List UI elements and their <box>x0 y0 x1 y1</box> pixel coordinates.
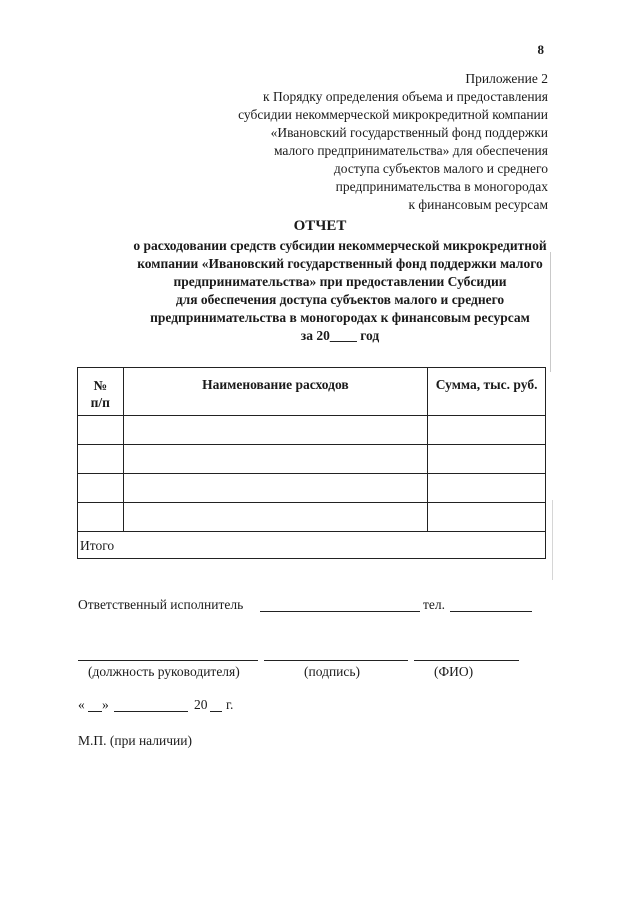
total-row <box>78 532 546 559</box>
cell-sum[interactable] <box>428 416 546 445</box>
subtitle-line: предпринимательства в моногородах к финансовым ресурсам <box>150 310 530 325</box>
appendix-line: к Порядку определения объема и предоставления <box>263 89 548 104</box>
table-row <box>78 474 546 503</box>
fio-caption: (ФИО) <box>434 664 474 679</box>
date-open-quote: « <box>78 697 85 712</box>
signature-field[interactable] <box>264 660 408 661</box>
header-number <box>78 368 124 416</box>
table-row <box>78 445 546 474</box>
date-year-prefix: 20 <box>194 697 208 712</box>
expenses-table <box>77 367 546 559</box>
cell-sum[interactable] <box>428 445 546 474</box>
subtitle-line: за 20____ год <box>300 328 380 343</box>
responsible-name-field[interactable] <box>260 611 420 612</box>
date-day-field[interactable] <box>88 711 102 712</box>
signature-caption: (подпись) <box>304 664 361 679</box>
subtitle-line: компании «Ивановский государственный фонд поддержки малого <box>137 256 543 271</box>
header-number-symbol: № <box>93 378 108 393</box>
cell-expense-name[interactable] <box>123 445 428 474</box>
table-row <box>78 416 546 445</box>
appendix-line: к финансовым ресурсам <box>408 197 548 212</box>
appendix-line: доступа субъектов малого и среднего <box>333 161 548 176</box>
appendix-line: малого предпринимательства» для обеспечения <box>273 143 548 158</box>
header-number-abbrev: п/п <box>90 395 110 410</box>
fio-field[interactable] <box>414 660 519 661</box>
cell-sum[interactable] <box>428 503 546 532</box>
cell-number[interactable] <box>78 474 124 503</box>
table-row <box>78 503 546 532</box>
header-expense-name: Наименование расходов <box>123 368 428 416</box>
report-title: ОТЧЕТ <box>293 218 347 234</box>
total-label: Итого <box>78 532 546 559</box>
phone-label: тел. <box>423 597 446 612</box>
subtitle-line: о расходовании средств субсидии некоммерческой микрокредитной <box>133 238 547 253</box>
appendix-line: «Ивановский государственный фонд поддержки <box>270 125 548 140</box>
appendix-block <box>238 70 548 214</box>
cell-sum[interactable] <box>428 474 546 503</box>
appendix-line: субсидии некоммерческой микрокредитной компании <box>238 107 548 122</box>
page-number: 8 <box>537 42 544 57</box>
appendix-line: Приложение 2 <box>465 71 548 86</box>
cell-number[interactable] <box>78 503 124 532</box>
cell-expense-name[interactable] <box>123 503 428 532</box>
scan-edge-line <box>550 252 551 372</box>
cell-number[interactable] <box>78 445 124 474</box>
subtitle-line: для обеспечения доступа субъектов малого и среднего <box>175 292 505 307</box>
cell-expense-name[interactable] <box>123 474 428 503</box>
position-caption: (должность руководителя) <box>88 664 240 679</box>
appendix-line: предпринимательства в моногородах <box>335 179 548 194</box>
cell-expense-name[interactable] <box>123 416 428 445</box>
date-year-suffix: г. <box>226 697 234 712</box>
date-year-field[interactable] <box>210 711 222 712</box>
seal-label: М.П. (при наличии) <box>78 733 192 748</box>
responsible-label: Ответственный исполнитель <box>78 597 244 612</box>
scan-edge-line <box>552 500 553 580</box>
cell-number[interactable] <box>78 416 124 445</box>
position-field[interactable] <box>78 660 258 661</box>
date-close-quote: » <box>102 697 109 712</box>
header-sum: Сумма, тыс. руб. <box>428 368 546 416</box>
table-header-row <box>78 368 546 416</box>
date-month-field[interactable] <box>114 711 188 712</box>
phone-field[interactable] <box>450 611 532 612</box>
subtitle-line: предпринимательства» при предоставлении Субсидии <box>173 274 507 289</box>
